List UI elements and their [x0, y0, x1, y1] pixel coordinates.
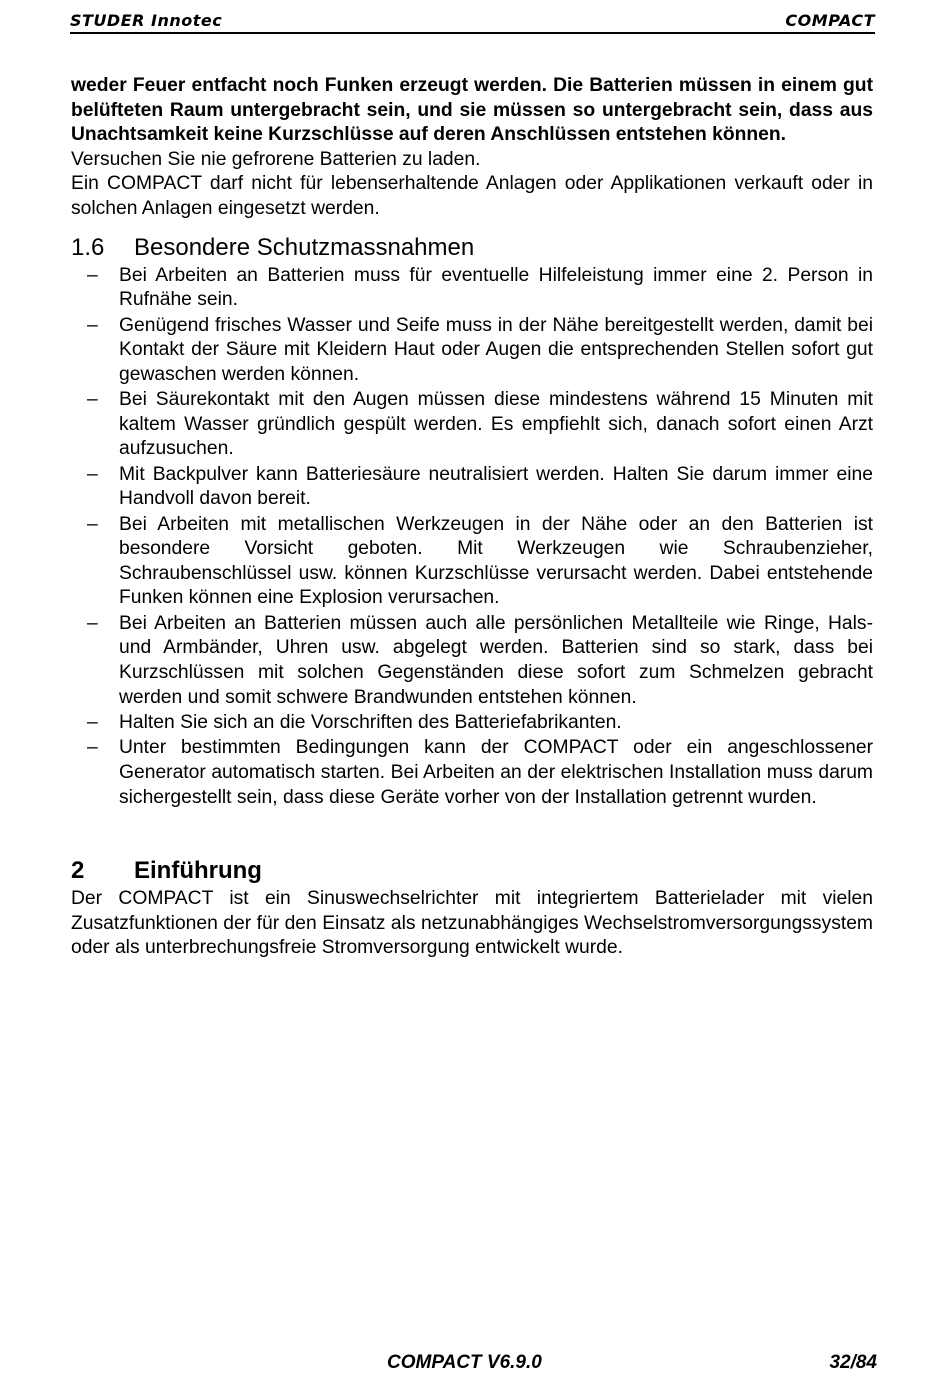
list-item-text: Bei Arbeiten an Batterien muss für eventuelle Hilfeleistung immer eine 2. Person in Rufnähe sein. [119, 264, 873, 311]
list-item-text: Genügend frisches Wasser und Seife muss in der Nähe bereitgestellt werden, damit bei Kontakt der Säure mit Kleidern Haut oder Augen die entsprechenden Stellen sofort gut gewaschen werden können. [119, 314, 873, 385]
list-item-text: Halten Sie sich an die Vorschriften des Batteriefabrikanten. [119, 712, 622, 734]
list-item-text: Bei Säurekontakt mit den Augen müssen diese mindestens während 15 Minuten mit kaltem Wasser gründlich gespült werden. Es empfiehlt sich, danach sofort einen Arzt aufzusuchen. [119, 389, 873, 460]
list-item [71, 711, 873, 736]
section-2-number: 2 [71, 857, 85, 885]
list-item [71, 388, 873, 462]
page-header [70, 10, 875, 34]
list-item [71, 736, 873, 810]
section-1-6-number: 1.6 [71, 233, 105, 261]
bullet-dash: – [87, 264, 98, 286]
list-item-text: Unter bestimmten Bedingungen kann der COMPACT oder ein angeschlossener Generator automatisch starten. Bei Arbeiten an der elektrischen Installation muss darum sichergestellt sein, dass diese Geräte vorher von der Installation getrennt wurden. [119, 737, 873, 808]
list-item [71, 463, 873, 512]
bullet-dash: – [87, 314, 98, 336]
footer-document-version: COMPACT V6.9.0 [387, 1352, 542, 1373]
header-product: COMPACT [785, 11, 875, 30]
bullet-dash: – [87, 513, 98, 535]
page-content [71, 74, 873, 961]
bullet-dash: – [87, 712, 98, 734]
section-2-title: Einführung [134, 857, 262, 885]
bullet-dash: – [87, 389, 98, 411]
safety-measures-list [71, 264, 873, 811]
intro-bold-paragraph: weder Feuer entfacht noch Funken erzeugt werden. Die Batterien müssen in einem gut belüfteten Raum untergebracht sein, und sie müssen so untergebracht sein, dass aus Unachtsamkeit keine Kurzschlüsse auf deren Anschlüssen entstehen können. [71, 75, 873, 146]
bullet-dash: – [87, 463, 98, 485]
list-item [71, 612, 873, 710]
intro-paragraph-1: Versuchen Sie nie gefrorene Batterien zu laden. [71, 148, 481, 170]
bullet-dash: – [87, 737, 98, 759]
list-item [71, 314, 873, 388]
bullet-dash: – [87, 612, 98, 634]
footer-page-number: 32/84 [829, 1352, 877, 1373]
section-2-paragraph: Der COMPACT ist ein Sinuswechselrichter mit integriertem Batterielader mit vielen Zusatzfunktionen der für den Einsatz als netzunabhängiges Wechselstromversorgungssystem oder als unterbrechungsfreie Stromversorgung entwickelt wurde. [71, 888, 873, 959]
list-item-text: Bei Arbeiten an Batterien müssen auch alle persönlichen Metallteile wie Ringe, Hals- und Armbänder, Uhren usw. abgelegt werden. Batterien sind so stark, dass bei Kurzschlüssen mit solchen Gegenständen diese sofort zum Schmelzen gebracht werden und somit schwere Brandwunden entstehen können. [119, 612, 873, 708]
list-item-text: Mit Backpulver kann Batteriesäure neutralisiert werden. Halten Sie darum immer eine Handvoll davon bereit. [119, 463, 873, 510]
section-1-6-heading [71, 234, 873, 262]
section-1-6-title: Besondere Schutzmassnahmen [134, 233, 475, 261]
section-2-heading [71, 857, 873, 885]
list-item [71, 264, 873, 313]
list-item [71, 513, 873, 611]
intro-paragraph-2: Ein COMPACT darf nicht für lebenserhaltende Anlagen oder Applikationen verkauft oder in solchen Anlagen eingesetzt werden. [71, 173, 873, 219]
list-item-text: Bei Arbeiten mit metallischen Werkzeugen in der Nähe oder an den Batterien ist besondere Vorsicht geboten. Mit Werkzeugen wie Schraubenzieher, Schraubenschlüssel usw. können Kurzschlüsse verursacht werden. Dabei entstehende Funken können eine Explosion verursachen. [119, 513, 873, 609]
header-brand: STUDER Innotec [70, 11, 223, 30]
